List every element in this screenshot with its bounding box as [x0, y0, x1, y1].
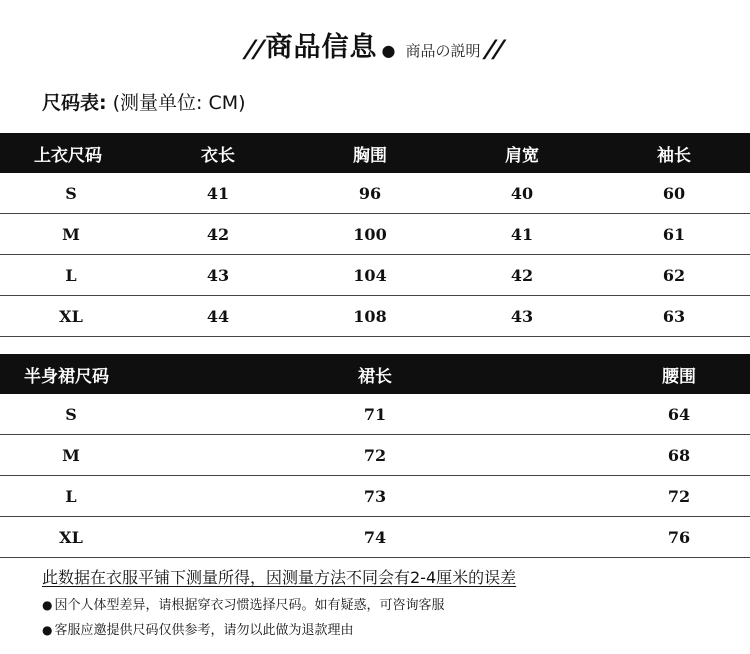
header-length: 衣长	[142, 133, 294, 173]
top-size-table	[0, 133, 750, 337]
measurement-note: 此数据在衣服平铺下测量所得，因测量方法不同会有2-4厘米的误差	[42, 568, 517, 587]
table-row	[0, 214, 750, 255]
size-cell: L	[0, 476, 142, 517]
chest-cell: 100	[294, 214, 446, 255]
notes-section	[42, 566, 516, 642]
size-cell: XL	[0, 517, 142, 558]
sleeve-cell: 60	[598, 173, 750, 214]
waist-cell: 68	[608, 435, 750, 476]
skirt-length-cell: 73	[142, 476, 608, 517]
chest-cell: 104	[294, 255, 446, 296]
skirt-length-cell: 72	[142, 435, 608, 476]
waist-cell: 64	[608, 394, 750, 435]
sleeve-cell: 63	[598, 296, 750, 337]
page-subtitle: 商品の説明	[405, 42, 481, 60]
shoulder-cell: 40	[446, 173, 598, 214]
note-item	[42, 594, 516, 617]
header-top-size: 上衣尺码	[0, 133, 142, 173]
length-cell: 42	[142, 214, 294, 255]
size-cell: M	[0, 214, 142, 255]
note-item	[42, 619, 516, 642]
header-skirt-length: 裙长	[142, 354, 608, 394]
size-cell: XL	[0, 296, 142, 337]
skirt-size-table	[0, 354, 750, 558]
slash-decoration-left-icon: //	[244, 35, 266, 63]
length-cell: 43	[142, 255, 294, 296]
sleeve-cell: 61	[598, 214, 750, 255]
waist-cell: 76	[608, 517, 750, 558]
size-cell: S	[0, 173, 142, 214]
header-shoulder: 肩宽	[446, 133, 598, 173]
bullet-icon: ●	[42, 598, 53, 612]
note-text: 客服应邀提供尺码仅供参考，请勿以此做为退款理由	[54, 623, 354, 638]
table-row	[0, 476, 750, 517]
table-row	[0, 173, 750, 214]
shoulder-cell: 41	[446, 214, 598, 255]
header-sleeve: 袖长	[598, 133, 750, 173]
bullet-icon: ●	[42, 623, 53, 637]
chest-cell: 108	[294, 296, 446, 337]
skirt-length-cell: 71	[142, 394, 608, 435]
shoulder-cell: 42	[446, 255, 598, 296]
table-header-row	[0, 133, 750, 173]
length-cell: 41	[142, 173, 294, 214]
header-waist: 腰围	[608, 354, 750, 394]
slash-decoration-right-icon: //	[484, 35, 506, 63]
chest-cell: 96	[294, 173, 446, 214]
size-cell: M	[0, 435, 142, 476]
waist-cell: 72	[608, 476, 750, 517]
table-row	[0, 517, 750, 558]
skirt-length-cell: 74	[142, 517, 608, 558]
size-cell: L	[0, 255, 142, 296]
table-row	[0, 435, 750, 476]
size-chart-title: 尺码表:	[42, 92, 107, 114]
header-skirt-size: 半身裙尺码	[0, 354, 142, 394]
shoulder-cell: 43	[446, 296, 598, 337]
table-row	[0, 296, 750, 337]
size-cell: S	[0, 394, 142, 435]
dot-decoration-icon: ●	[381, 41, 396, 60]
page-header	[0, 22, 750, 66]
table-row	[0, 394, 750, 435]
sleeve-cell: 62	[598, 255, 750, 296]
table-header-row	[0, 354, 750, 394]
measurement-unit: (测量单位: CM)	[106, 92, 246, 114]
note-text: 因个人体型差异，请根据穿衣习惯选择尺码。如有疑惑，可咨询客服	[54, 598, 445, 613]
length-cell: 44	[142, 296, 294, 337]
header-chest: 胸围	[294, 133, 446, 173]
page-title: 商品信息	[265, 32, 378, 63]
table-row	[0, 255, 750, 296]
size-chart-label	[42, 90, 246, 116]
